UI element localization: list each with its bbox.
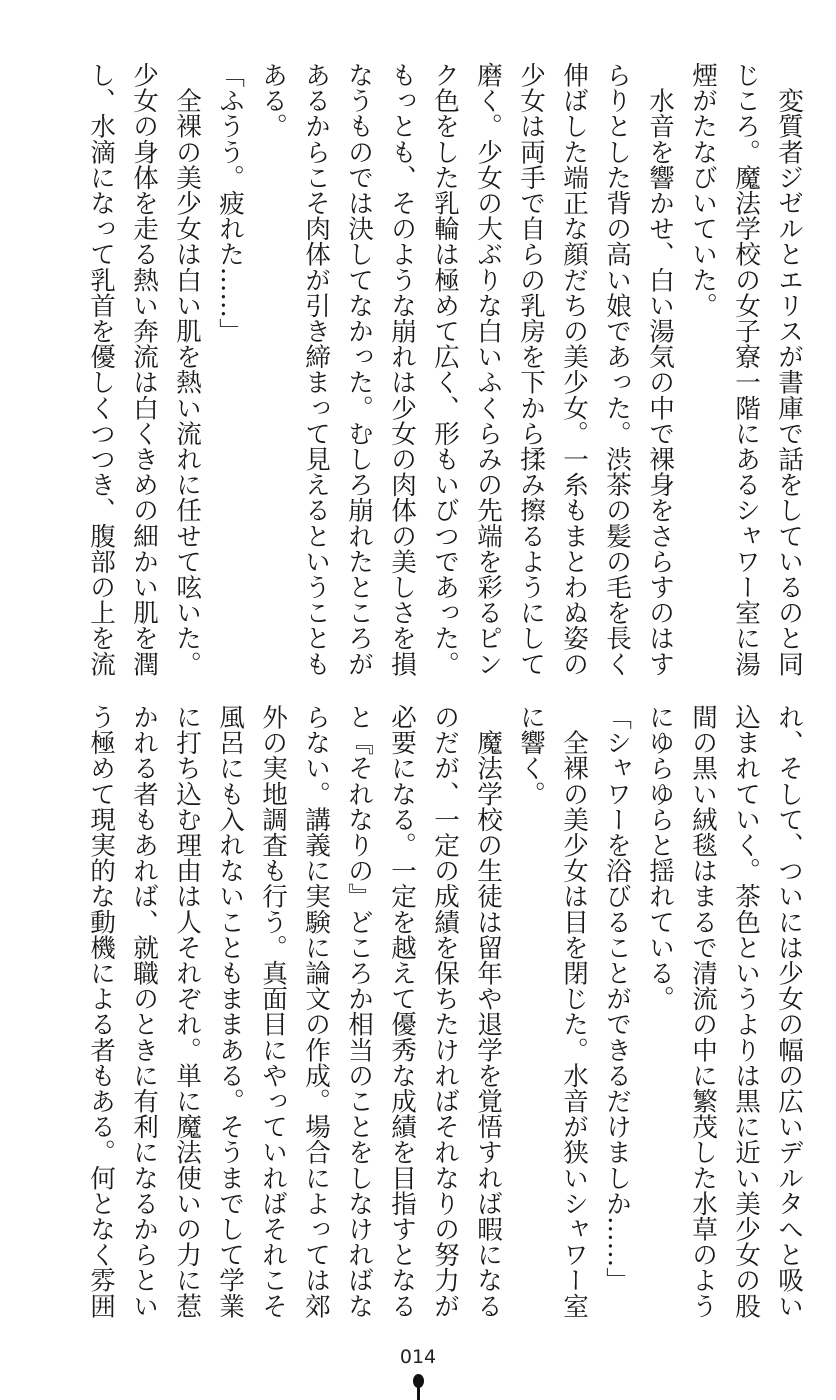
text-column: 伸ばした端正な顔だちの美少女。一糸もまとわぬ姿の xyxy=(559,62,589,677)
text-column: 魔法学校の生徒は留年や退学を覚悟すれば暇になる xyxy=(473,704,503,1319)
text-column: 「ふうう。疲れた……」 xyxy=(215,62,245,344)
text-column: 込まれていく。茶色というよりは黒に近い美少女の股 xyxy=(731,704,761,1319)
text-column: のだが、一定の成績を保ちたければそれなりの努力が xyxy=(430,704,460,1319)
text-column: らない。講義に実験に論文の作成。場合によっては郊 xyxy=(301,704,331,1319)
text-column: し、水滴になって乳首を優しくつつき、腹部の上を流 xyxy=(86,62,116,677)
text-column: 煙がたなびいていた。 xyxy=(688,62,718,318)
text-column: なうものでは決してなかった。むしろ崩れたところが xyxy=(344,62,374,677)
text-column: 水音を響かせ、白い湯気の中で裸身をさらすのはす xyxy=(645,62,675,677)
text-column: と『それなりの』どころか相当のことをしなければな xyxy=(344,704,374,1319)
text-column: ある。 xyxy=(258,62,288,139)
page-number: 014 xyxy=(399,1346,437,1368)
text-column: 外の実地調査も行う。真面目にやっていればそれこそ xyxy=(258,704,288,1319)
text-column: かれる者もあれば、就職のときに有利になるからとい xyxy=(129,704,159,1319)
text-column: 間の黒い絨毯はまるで清流の中に繁茂した水草のよう xyxy=(688,704,718,1319)
text-column: に響く。 xyxy=(516,704,546,807)
text-column: らりとした背の高い娘であった。渋茶の髪の毛を長く xyxy=(602,62,632,677)
text-column: 全裸の美少女は白い肌を熱い流れに任せて呟いた。 xyxy=(172,62,202,677)
text-column: 磨く。少女の大ぶりな白いふくらみの先端を彩るピン xyxy=(473,62,503,677)
text-column: 「シャワーを浴びることができるだけましか……」 xyxy=(602,704,632,1293)
page-marker-line xyxy=(417,1386,420,1400)
text-column: ク色をした乳輪は極めて広く、形もいびつであった。 xyxy=(430,62,460,677)
text-column: れ、そして、ついには少女の幅の広いデルタへと吸い xyxy=(774,704,804,1319)
text-column: 少女は両手で自らの乳房を下から揉み擦るようにして xyxy=(516,62,546,677)
text-column: 少女の身体を走る熱い奔流は白くきめの細かい肌を潤 xyxy=(129,62,159,677)
text-column: 風呂にも入れないこともままある。そうまでして学業 xyxy=(215,704,245,1319)
upper-text-block xyxy=(79,62,810,684)
text-column: もっとも、そのような崩れは少女の肉体の美しさを損 xyxy=(387,62,417,677)
text-column: 全裸の美少女は目を閉じた。水音が狭いシャワー室 xyxy=(559,704,589,1319)
text-column: に打ち込む理由は人それぞれ。単に魔法使いの力に惹 xyxy=(172,704,202,1319)
text-column: にゆらゆらと揺れている。 xyxy=(645,704,675,1012)
text-column: 必要になる。一定を越えて優秀な成績を目指すとなる xyxy=(387,704,417,1319)
lower-text-block xyxy=(79,704,810,1326)
text-column: 変質者ジゼルとエリスが書庫で話をしているのと同 xyxy=(774,62,804,677)
text-column: あるからこそ肉体が引き締まって見えるということも xyxy=(301,62,331,677)
text-column: じころ。魔法学校の女子寮一階にあるシャワー室に湯 xyxy=(731,62,761,677)
text-column: う極めて現実的な動機による者もある。何となく雰囲 xyxy=(86,704,116,1319)
